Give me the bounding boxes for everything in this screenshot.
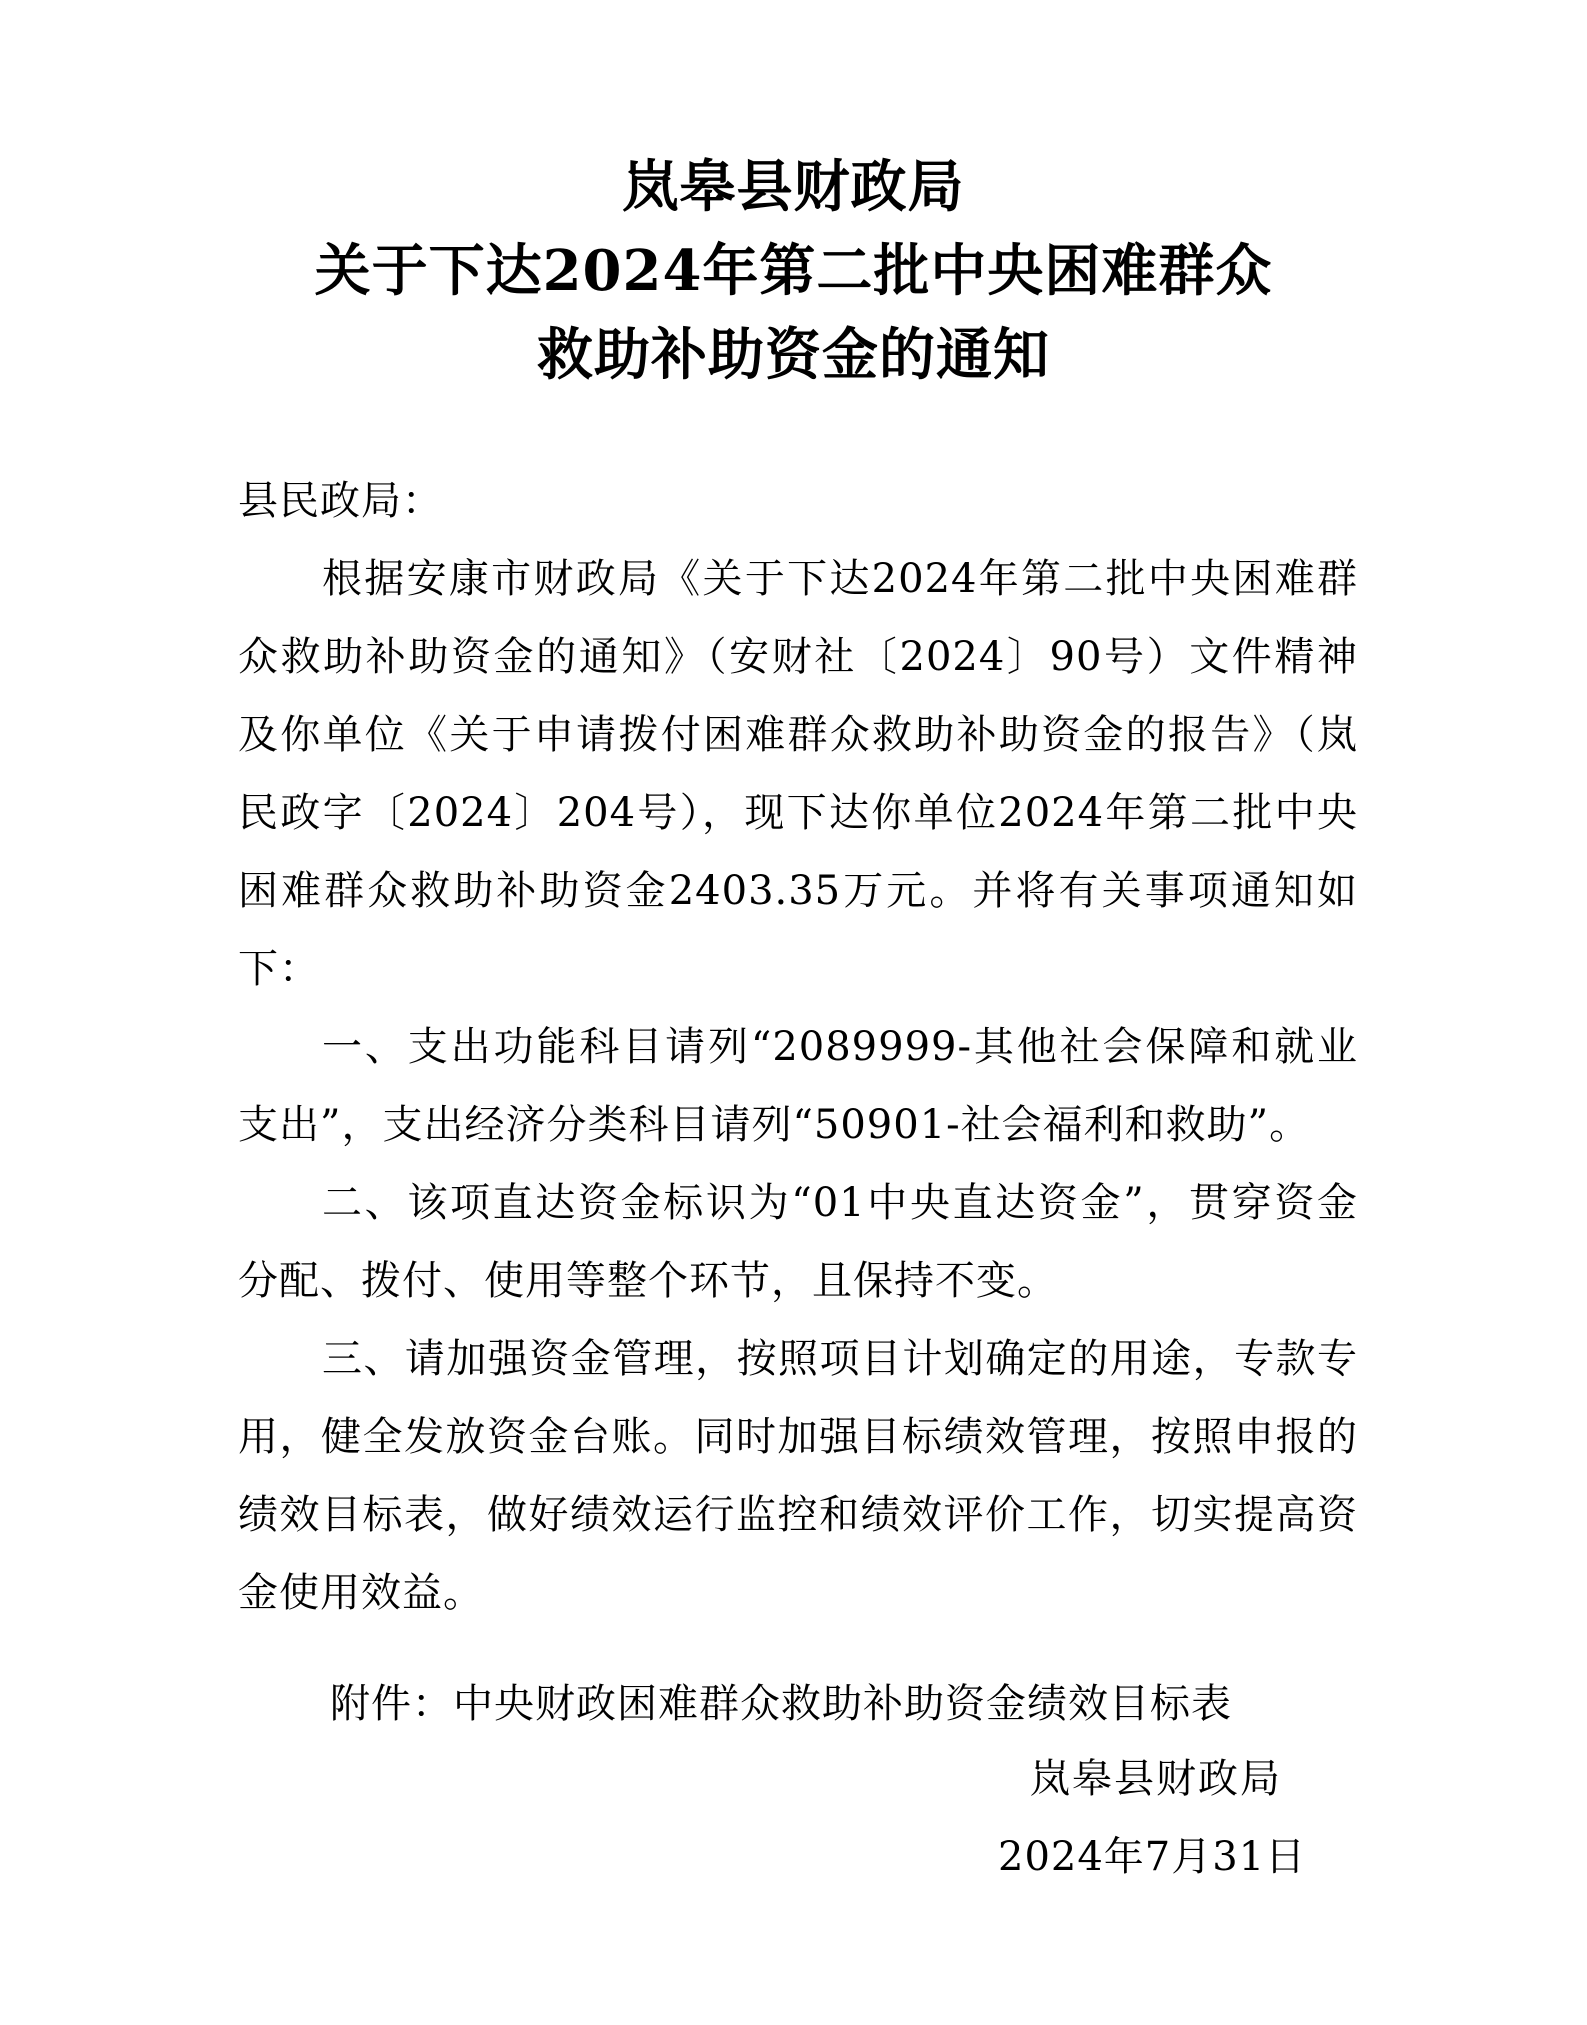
attachment-note: 附件：中央财政困难群众救助补助资金绩效目标表 — [330, 1681, 1232, 1727]
title-line-2: 关于下达2024年第二批中央困难群众 — [314, 238, 1273, 304]
document-title — [0, 145, 1587, 397]
paragraph-intro: 根据安康市财政局《关于下达2024年第二批中央困难群众救助补助资金的通知》（安财社〔2024〕90号）文件精神及你单位《关于申请拨付困难群众救助补助资金的报告》（岚民政字〔2024〕204号），现下达你单位2024年第二批中央困难群众救助补助资金2403.35万元。并将有关事项通知如下： — [238, 556, 1358, 992]
document-body — [238, 462, 1358, 1632]
paragraph-item-2: 二、该项直达资金标识为“01中央直达资金”，贯穿资金分配、拨付、使用等整个环节，且保持不变。 — [238, 1180, 1358, 1304]
paragraph-item-3: 三、请加强资金管理，按照项目计划确定的用途，专款专用，健全发放资金台账。同时加强目标绩效管理，按照申报的绩效目标表，做好绩效运行监控和绩效评价工作，切实提高资金使用效益。 — [238, 1336, 1358, 1616]
title-line-3: 救助补助资金的通知 — [537, 322, 1050, 388]
paragraph-item-1: 一、支出功能科目请列“2089999-其他社会保障和就业支出”，支出经济分类科目请列“50901-社会福利和救助”。 — [238, 1024, 1358, 1148]
issuer-signature: 岚皋县财政局 — [1030, 1756, 1282, 1802]
issue-date: 2024年7月31日 — [998, 1834, 1307, 1880]
salutation: 县民政局： — [238, 478, 443, 524]
title-line-1: 岚皋县财政局 — [622, 154, 965, 220]
